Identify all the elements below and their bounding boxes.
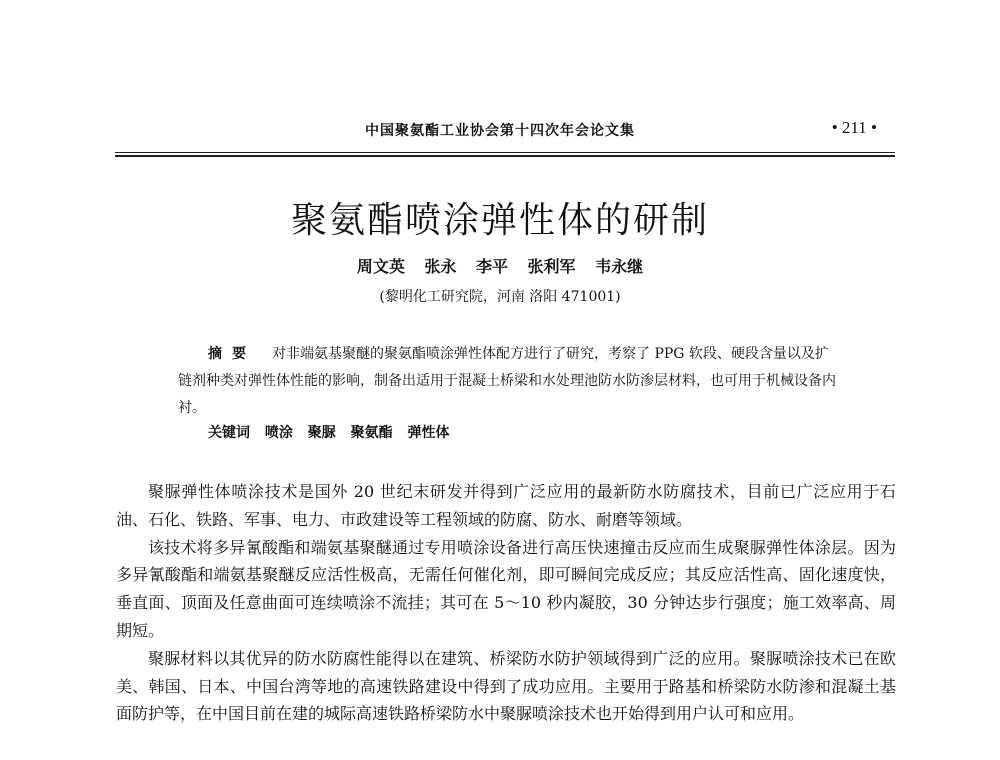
keywords-items: 喷涂 聚脲 聚氨酯 弹性体 <box>264 425 450 441</box>
header-rule-thick <box>115 155 895 157</box>
page-number: • 211 • <box>831 118 877 137</box>
body-paragraph: 该技术将多异氰酸酯和端氨基聚醚通过专用喷涂设备进行高压快速撞击反应而生成聚脲弹性体涂层。因为多异氰酸酯和端氨基聚醚反应活性极高，无需任何催化剂，即可瞬间完成反应；其反应活性高、固化速度快，垂直面、顶面及任意曲面可连续喷涂不流挂；其可在 5～10 秒内凝胶，30 分钟达步行强度；施工效率高、周期短。 <box>116 537 896 640</box>
paper-title: 聚氨酯喷涂弹性体的研制 <box>290 200 709 241</box>
abstract-label: 摘要 <box>208 346 256 362</box>
running-title: 中国聚氨酯工业协会第十四次年会论文集 <box>365 123 635 139</box>
keywords <box>208 422 450 442</box>
abstract-paragraph <box>178 341 838 422</box>
body-paragraph: 聚脲弹性体喷涂技术是国外 20 世纪末研发并得到广泛应用的最新防水防腐技术，目前已广泛应用于石油、石化、铁路、军事、电力、市政建设等工程领域的防腐、防水、耐磨等领域。 <box>116 482 896 529</box>
running-header <box>115 118 895 142</box>
abstract-text: 对非端氨基聚醚的聚氨酯喷涂弹性体配方进行了研究，考察了 PPG 软段、硬段含量以及扩链剂种类对弹性体性能的影响，制备出适用于混凝土桥梁和水处理池防水防渗层材料，也可用于机械设备内衬。 <box>178 346 836 416</box>
body-text <box>116 478 896 728</box>
keywords-label: 关键词 <box>208 425 250 441</box>
abstract <box>178 341 838 422</box>
body-paragraph: 聚脲材料以其优异的防水防腐性能得以在建筑、桥梁防水防护领域得到广泛的应用。聚脲喷涂技术已在欧美、韩国、日本、中国台湾等地的高速铁路建设中得到了成功应用。主要用于路基和桥梁防水防渗和混凝土基面防护等，在中国目前在建的城际高速铁路桥梁防水中聚脲喷涂技术也开始得到用户认可和应用。 <box>116 648 896 724</box>
affiliation: (黎明化工研究院，河南 洛阳 471001) <box>379 289 621 305</box>
author-list: 周文英 张永 李平 张利军 韦永继 <box>356 257 644 276</box>
header-rule-thin <box>115 152 895 153</box>
